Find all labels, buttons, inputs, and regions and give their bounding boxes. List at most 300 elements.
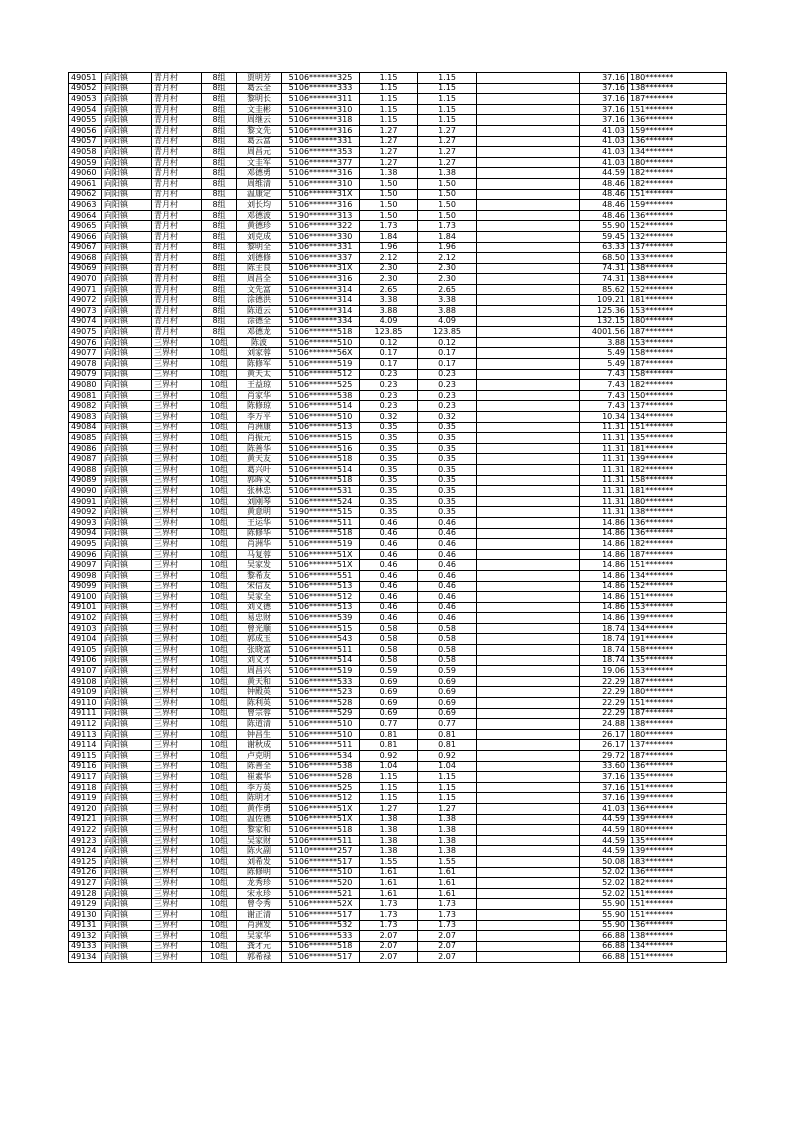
- name-cell: 张林忠: [237, 486, 282, 497]
- amount-1-cell: 1.27: [360, 147, 418, 158]
- table-row: [69, 157, 727, 168]
- village-cell: 三界村: [152, 856, 202, 867]
- town-cell: 向阳镇: [102, 253, 152, 264]
- record-id-cell: 49070: [69, 274, 102, 285]
- group-cell: 8组: [202, 231, 237, 242]
- blank-cell: [477, 348, 580, 359]
- total-cell: 48.46: [580, 189, 628, 200]
- amount-1-cell: 1.61: [360, 878, 418, 889]
- amount-1-cell: 0.69: [360, 687, 418, 698]
- phone-cell: 151*******: [628, 952, 727, 963]
- record-id-cell: 49101: [69, 602, 102, 613]
- blank-cell: [477, 422, 580, 433]
- amount-1-cell: 1.27: [360, 125, 418, 136]
- record-id-cell: 49116: [69, 761, 102, 772]
- table-row: [69, 613, 727, 624]
- name-cell: 肖振元: [237, 433, 282, 444]
- village-cell: 三界村: [152, 634, 202, 645]
- record-id-cell: 49113: [69, 729, 102, 740]
- amount-2-cell: 0.46: [418, 570, 477, 581]
- amount-1-cell: 1.38: [360, 814, 418, 825]
- amount-2-cell: 0.58: [418, 623, 477, 634]
- name-cell: 宋信友: [237, 581, 282, 592]
- record-id-cell: 49080: [69, 380, 102, 391]
- table-row: [69, 888, 727, 899]
- blank-cell: [477, 698, 580, 709]
- id-number-cell: 5106*******316: [282, 168, 360, 179]
- village-cell: 三界村: [152, 909, 202, 920]
- phone-cell: 151*******: [628, 698, 727, 709]
- amount-1-cell: 1.50: [360, 189, 418, 200]
- blank-cell: [477, 433, 580, 444]
- name-cell: 文先富: [237, 284, 282, 295]
- id-number-cell: 5106*******518: [282, 825, 360, 836]
- blank-cell: [477, 210, 580, 221]
- total-cell: 37.16: [580, 115, 628, 126]
- table-row: [69, 655, 727, 666]
- table-row: [69, 263, 727, 274]
- amount-2-cell: 1.15: [418, 83, 477, 94]
- amount-1-cell: 0.46: [360, 592, 418, 603]
- amount-1-cell: 1.15: [360, 772, 418, 783]
- blank-cell: [477, 157, 580, 168]
- amount-2-cell: 0.81: [418, 729, 477, 740]
- total-cell: 29.72: [580, 751, 628, 762]
- amount-2-cell: 1.38: [418, 825, 477, 836]
- name-cell: 刘德修: [237, 253, 282, 264]
- table-row: [69, 539, 727, 550]
- phone-cell: 181*******: [628, 295, 727, 306]
- group-cell: 10组: [202, 528, 237, 539]
- phone-cell: 137*******: [628, 242, 727, 253]
- group-cell: 10组: [202, 486, 237, 497]
- amount-2-cell: 1.73: [418, 221, 477, 232]
- total-cell: 37.16: [580, 782, 628, 793]
- id-number-cell: 5106*******310: [282, 178, 360, 189]
- town-cell: 向阳镇: [102, 369, 152, 380]
- village-cell: 三界村: [152, 475, 202, 486]
- town-cell: 向阳镇: [102, 698, 152, 709]
- amount-2-cell: 1.50: [418, 189, 477, 200]
- total-cell: 24.88: [580, 719, 628, 730]
- blank-cell: [477, 867, 580, 878]
- group-cell: 10组: [202, 740, 237, 751]
- blank-cell: [477, 369, 580, 380]
- table-row: [69, 751, 727, 762]
- amount-2-cell: 0.35: [418, 496, 477, 507]
- phone-cell: 136*******: [628, 920, 727, 931]
- table-row: [69, 295, 727, 306]
- phone-cell: 180*******: [628, 825, 727, 836]
- name-cell: 周昌兴: [237, 666, 282, 677]
- blank-cell: [477, 634, 580, 645]
- amount-2-cell: 0.46: [418, 549, 477, 560]
- record-id-cell: 49109: [69, 687, 102, 698]
- total-cell: 3.88: [580, 337, 628, 348]
- name-cell: 肖家华: [237, 390, 282, 401]
- amount-1-cell: 1.38: [360, 825, 418, 836]
- total-cell: 37.16: [580, 83, 628, 94]
- town-cell: 向阳镇: [102, 888, 152, 899]
- name-cell: 张晓富: [237, 645, 282, 656]
- name-cell: 陈利英: [237, 698, 282, 709]
- amount-1-cell: 0.35: [360, 464, 418, 475]
- blank-cell: [477, 115, 580, 126]
- group-cell: 10组: [202, 952, 237, 963]
- total-cell: 10.34: [580, 412, 628, 423]
- group-cell: 10组: [202, 496, 237, 507]
- village-cell: 三界村: [152, 486, 202, 497]
- total-cell: 14.86: [580, 592, 628, 603]
- id-number-cell: 5106*******518: [282, 454, 360, 465]
- group-cell: 10组: [202, 581, 237, 592]
- blank-cell: [477, 539, 580, 550]
- records-table-body: [69, 73, 727, 963]
- total-cell: 19.06: [580, 666, 628, 677]
- record-id-cell: 49089: [69, 475, 102, 486]
- name-cell: 陈修军: [237, 359, 282, 370]
- total-cell: 22.29: [580, 698, 628, 709]
- total-cell: 11.31: [580, 507, 628, 518]
- town-cell: 向阳镇: [102, 560, 152, 571]
- id-number-cell: 5106*******528: [282, 772, 360, 783]
- village-cell: 三界村: [152, 517, 202, 528]
- table-row: [69, 941, 727, 952]
- amount-2-cell: 0.17: [418, 348, 477, 359]
- phone-cell: 135*******: [628, 655, 727, 666]
- group-cell: 10组: [202, 539, 237, 550]
- town-cell: 向阳镇: [102, 422, 152, 433]
- amount-2-cell: 0.23: [418, 369, 477, 380]
- name-cell: 陈善华: [237, 443, 282, 454]
- id-number-cell: 5106*******538: [282, 761, 360, 772]
- id-number-cell: 5106*******318: [282, 115, 360, 126]
- phone-cell: 136*******: [628, 803, 727, 814]
- record-id-cell: 49053: [69, 94, 102, 105]
- table-row: [69, 761, 727, 772]
- amount-1-cell: 0.46: [360, 517, 418, 528]
- name-cell: 黄意明: [237, 507, 282, 518]
- record-id-cell: 49112: [69, 719, 102, 730]
- record-id-cell: 49096: [69, 549, 102, 560]
- amount-2-cell: 3.38: [418, 295, 477, 306]
- village-cell: 青月村: [152, 189, 202, 200]
- total-cell: 68.50: [580, 253, 628, 264]
- table-row: [69, 231, 727, 242]
- name-cell: 陈修华: [237, 528, 282, 539]
- amount-1-cell: 1.96: [360, 242, 418, 253]
- record-id-cell: 49077: [69, 348, 102, 359]
- phone-cell: 136*******: [628, 115, 727, 126]
- phone-cell: 187*******: [628, 708, 727, 719]
- amount-2-cell: 1.61: [418, 867, 477, 878]
- name-cell: 葛云富: [237, 136, 282, 147]
- name-cell: 黎明长: [237, 94, 282, 105]
- blank-cell: [477, 454, 580, 465]
- amount-2-cell: 1.27: [418, 803, 477, 814]
- total-cell: 37.16: [580, 94, 628, 105]
- name-cell: 崔素华: [237, 772, 282, 783]
- amount-1-cell: 1.27: [360, 803, 418, 814]
- group-cell: 10组: [202, 931, 237, 942]
- blank-cell: [477, 761, 580, 772]
- amount-2-cell: 0.35: [418, 422, 477, 433]
- table-row: [69, 359, 727, 370]
- phone-cell: 139*******: [628, 793, 727, 804]
- blank-cell: [477, 73, 580, 84]
- table-row: [69, 200, 727, 211]
- blank-cell: [477, 231, 580, 242]
- town-cell: 向阳镇: [102, 952, 152, 963]
- phone-cell: 136*******: [628, 761, 727, 772]
- record-id-cell: 49092: [69, 507, 102, 518]
- name-cell: 文圭彬: [237, 104, 282, 115]
- name-cell: 温佐德: [237, 814, 282, 825]
- town-cell: 向阳镇: [102, 306, 152, 317]
- village-cell: 三界村: [152, 433, 202, 444]
- amount-1-cell: 0.69: [360, 708, 418, 719]
- town-cell: 向阳镇: [102, 772, 152, 783]
- name-cell: 吴家华: [237, 931, 282, 942]
- group-cell: 8组: [202, 125, 237, 136]
- total-cell: 7.43: [580, 380, 628, 391]
- village-cell: 三界村: [152, 380, 202, 391]
- phone-cell: 138*******: [628, 83, 727, 94]
- group-cell: 8组: [202, 306, 237, 317]
- id-number-cell: 5106*******325: [282, 73, 360, 84]
- phone-cell: 151*******: [628, 189, 727, 200]
- record-id-cell: 49107: [69, 666, 102, 677]
- id-number-cell: 5106*******377: [282, 157, 360, 168]
- amount-2-cell: 0.35: [418, 454, 477, 465]
- id-number-cell: 5106*******533: [282, 931, 360, 942]
- group-cell: 8组: [202, 178, 237, 189]
- table-row: [69, 316, 727, 327]
- amount-2-cell: 0.35: [418, 507, 477, 518]
- record-id-cell: 49104: [69, 634, 102, 645]
- total-cell: 74.31: [580, 263, 628, 274]
- phone-cell: 158*******: [628, 348, 727, 359]
- village-cell: 三界村: [152, 613, 202, 624]
- total-cell: 132.15: [580, 316, 628, 327]
- table-row: [69, 708, 727, 719]
- amount-2-cell: 1.38: [418, 814, 477, 825]
- phone-cell: 151*******: [628, 888, 727, 899]
- amount-2-cell: 0.35: [418, 475, 477, 486]
- table-row: [69, 909, 727, 920]
- phone-cell: 159*******: [628, 200, 727, 211]
- phone-cell: 187*******: [628, 359, 727, 370]
- name-cell: 邓德波: [237, 210, 282, 221]
- amount-2-cell: 1.38: [418, 846, 477, 857]
- table-row: [69, 412, 727, 423]
- amount-1-cell: 0.35: [360, 496, 418, 507]
- town-cell: 向阳镇: [102, 94, 152, 105]
- table-row: [69, 115, 727, 126]
- record-id-cell: 49065: [69, 221, 102, 232]
- id-number-cell: 5106*******515: [282, 433, 360, 444]
- group-cell: 8组: [202, 253, 237, 264]
- amount-1-cell: 2.07: [360, 931, 418, 942]
- name-cell: 龚才元: [237, 941, 282, 952]
- amount-1-cell: 2.65: [360, 284, 418, 295]
- phone-cell: 137*******: [628, 401, 727, 412]
- table-row: [69, 803, 727, 814]
- total-cell: 14.86: [580, 560, 628, 571]
- id-number-cell: 5106*******543: [282, 634, 360, 645]
- table-row: [69, 867, 727, 878]
- village-cell: 三界村: [152, 878, 202, 889]
- village-cell: 三界村: [152, 676, 202, 687]
- total-cell: 11.31: [580, 443, 628, 454]
- record-id-cell: 49056: [69, 125, 102, 136]
- id-number-cell: 5106*******316: [282, 274, 360, 285]
- blank-cell: [477, 772, 580, 783]
- town-cell: 向阳镇: [102, 835, 152, 846]
- village-cell: 青月村: [152, 306, 202, 317]
- group-cell: 8组: [202, 316, 237, 327]
- record-id-cell: 49133: [69, 941, 102, 952]
- amount-2-cell: 3.88: [418, 306, 477, 317]
- village-cell: 青月村: [152, 253, 202, 264]
- table-row: [69, 422, 727, 433]
- name-cell: 李万平: [237, 412, 282, 423]
- blank-cell: [477, 645, 580, 656]
- town-cell: 向阳镇: [102, 602, 152, 613]
- phone-cell: 180*******: [628, 316, 727, 327]
- group-cell: 10组: [202, 390, 237, 401]
- amount-1-cell: 2.30: [360, 263, 418, 274]
- amount-2-cell: 0.46: [418, 592, 477, 603]
- town-cell: 向阳镇: [102, 337, 152, 348]
- name-cell: 马复蓉: [237, 549, 282, 560]
- amount-1-cell: 0.69: [360, 676, 418, 687]
- amount-1-cell: 0.17: [360, 348, 418, 359]
- amount-1-cell: 2.30: [360, 274, 418, 285]
- amount-1-cell: 0.59: [360, 666, 418, 677]
- group-cell: 10组: [202, 412, 237, 423]
- amount-1-cell: 1.15: [360, 94, 418, 105]
- amount-1-cell: 0.46: [360, 539, 418, 550]
- blank-cell: [477, 168, 580, 179]
- blank-cell: [477, 221, 580, 232]
- record-id-cell: 49129: [69, 899, 102, 910]
- table-row: [69, 274, 727, 285]
- blank-cell: [477, 560, 580, 571]
- amount-2-cell: 4.09: [418, 316, 477, 327]
- village-cell: 三界村: [152, 623, 202, 634]
- amount-1-cell: 123.85: [360, 327, 418, 338]
- record-id-cell: 49119: [69, 793, 102, 804]
- total-cell: 41.03: [580, 125, 628, 136]
- record-id-cell: 49105: [69, 645, 102, 656]
- group-cell: 10组: [202, 454, 237, 465]
- phone-cell: 187*******: [628, 327, 727, 338]
- phone-cell: 182*******: [628, 539, 727, 550]
- name-cell: 邓德龙: [237, 327, 282, 338]
- blank-cell: [477, 549, 580, 560]
- phone-cell: 153*******: [628, 602, 727, 613]
- amount-1-cell: 1.50: [360, 200, 418, 211]
- group-cell: 10组: [202, 941, 237, 952]
- village-cell: 三界村: [152, 507, 202, 518]
- id-number-cell: 5106*******539: [282, 613, 360, 624]
- phone-cell: 136*******: [628, 867, 727, 878]
- name-cell: 钟殿英: [237, 687, 282, 698]
- village-cell: 三界村: [152, 719, 202, 730]
- table-row: [69, 793, 727, 804]
- town-cell: 向阳镇: [102, 517, 152, 528]
- name-cell: 吴家财: [237, 835, 282, 846]
- name-cell: 葛兴叶: [237, 464, 282, 475]
- amount-2-cell: 0.69: [418, 687, 477, 698]
- amount-2-cell: 0.58: [418, 655, 477, 666]
- village-cell: 三界村: [152, 443, 202, 454]
- amount-2-cell: 0.69: [418, 708, 477, 719]
- table-row: [69, 634, 727, 645]
- blank-cell: [477, 920, 580, 931]
- total-cell: 22.29: [580, 676, 628, 687]
- name-cell: 刘克成: [237, 231, 282, 242]
- town-cell: 向阳镇: [102, 528, 152, 539]
- id-number-cell: 5106*******533: [282, 676, 360, 687]
- id-number-cell: 5106*******514: [282, 464, 360, 475]
- id-number-cell: 5106*******333: [282, 83, 360, 94]
- total-cell: 18.74: [580, 655, 628, 666]
- group-cell: 10组: [202, 560, 237, 571]
- table-row: [69, 729, 727, 740]
- name-cell: 宋永珍: [237, 888, 282, 899]
- id-number-cell: 5106*******56X: [282, 348, 360, 359]
- village-cell: 三界村: [152, 793, 202, 804]
- total-cell: 85.62: [580, 284, 628, 295]
- group-cell: 10组: [202, 676, 237, 687]
- blank-cell: [477, 496, 580, 507]
- group-cell: 8组: [202, 327, 237, 338]
- name-cell: 黎文先: [237, 125, 282, 136]
- record-id-cell: 49083: [69, 412, 102, 423]
- total-cell: 41.03: [580, 157, 628, 168]
- town-cell: 向阳镇: [102, 803, 152, 814]
- amount-1-cell: 1.15: [360, 73, 418, 84]
- town-cell: 向阳镇: [102, 825, 152, 836]
- blank-cell: [477, 263, 580, 274]
- amount-2-cell: 0.69: [418, 698, 477, 709]
- name-cell: 葛云全: [237, 83, 282, 94]
- total-cell: 44.59: [580, 835, 628, 846]
- blank-cell: [477, 613, 580, 624]
- record-id-cell: 49128: [69, 888, 102, 899]
- amount-2-cell: 0.59: [418, 666, 477, 677]
- village-cell: 青月村: [152, 200, 202, 211]
- amount-2-cell: 2.30: [418, 263, 477, 274]
- table-row: [69, 931, 727, 942]
- group-cell: 10组: [202, 782, 237, 793]
- town-cell: 向阳镇: [102, 274, 152, 285]
- table-row: [69, 136, 727, 147]
- amount-2-cell: 1.61: [418, 888, 477, 899]
- name-cell: 曾光顺: [237, 623, 282, 634]
- record-id-cell: 49118: [69, 782, 102, 793]
- phone-cell: 139*******: [628, 814, 727, 825]
- town-cell: 向阳镇: [102, 284, 152, 295]
- amount-2-cell: 1.15: [418, 782, 477, 793]
- amount-1-cell: 0.35: [360, 433, 418, 444]
- group-cell: 8组: [202, 94, 237, 105]
- blank-cell: [477, 581, 580, 592]
- id-number-cell: 5106*******524: [282, 496, 360, 507]
- village-cell: 青月村: [152, 136, 202, 147]
